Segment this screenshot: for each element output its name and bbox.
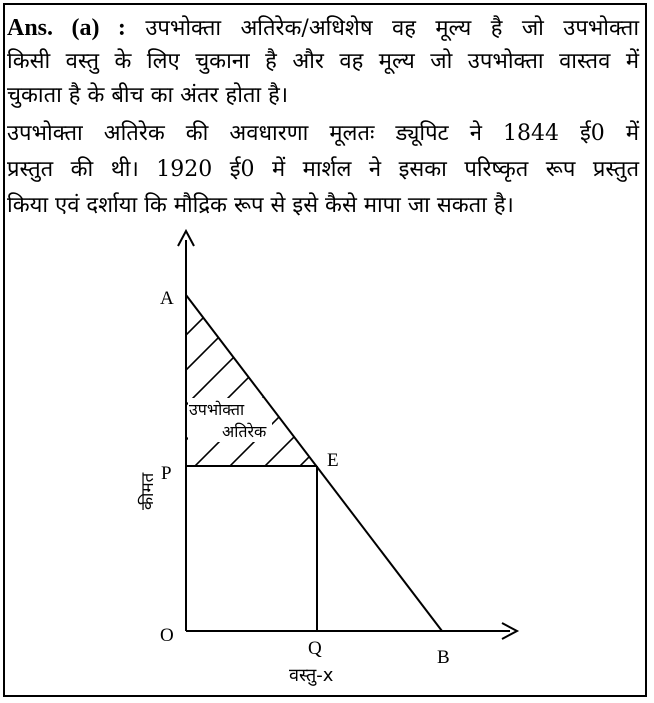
answer-line-3: चुकाता है के बीच का अंतर होता है।	[7, 83, 289, 108]
answer-line-4: उपभोक्ता अतिरेक की अवधारणा मूलतः ड्यूपिट ने 1844 ई0 में	[7, 121, 639, 146]
label-O: O	[160, 625, 174, 646]
label-P: P	[161, 463, 172, 484]
label-E: E	[327, 450, 339, 471]
x-axis-label: वस्तु-x	[289, 665, 334, 686]
answer-text-1: उपभोक्ता अतिरेक/अधिशेष वह मूल्य है जो उपभोक्ता	[145, 16, 640, 41]
answer-line-5: प्रस्तुत की थी। 1920 ई0 में मार्शल ने इसका परिष्कृत रूप प्रस्तुत	[7, 157, 639, 182]
label-A: A	[160, 288, 174, 309]
surplus-hatching	[186, 295, 506, 490]
answer-line-6: किया एवं दर्शाया कि मौद्रिक रूप से इसे कैसे मापा जा सकता है।	[7, 193, 514, 218]
answer-line-2: किसी वस्तु के लिए चुकाना है और वह मूल्य जो उपभोक्ता वास्तव में	[7, 49, 639, 74]
demand-curve	[186, 295, 442, 631]
surplus-label-line-2: अतिरेक	[222, 422, 267, 441]
label-Q: Q	[308, 638, 322, 659]
answer-label: Ans. (a) :	[7, 15, 126, 41]
y-axis-label: कीमत	[138, 472, 158, 510]
label-B: B	[437, 647, 450, 668]
surplus-label-line-1: उपभोक्ता	[189, 400, 245, 419]
